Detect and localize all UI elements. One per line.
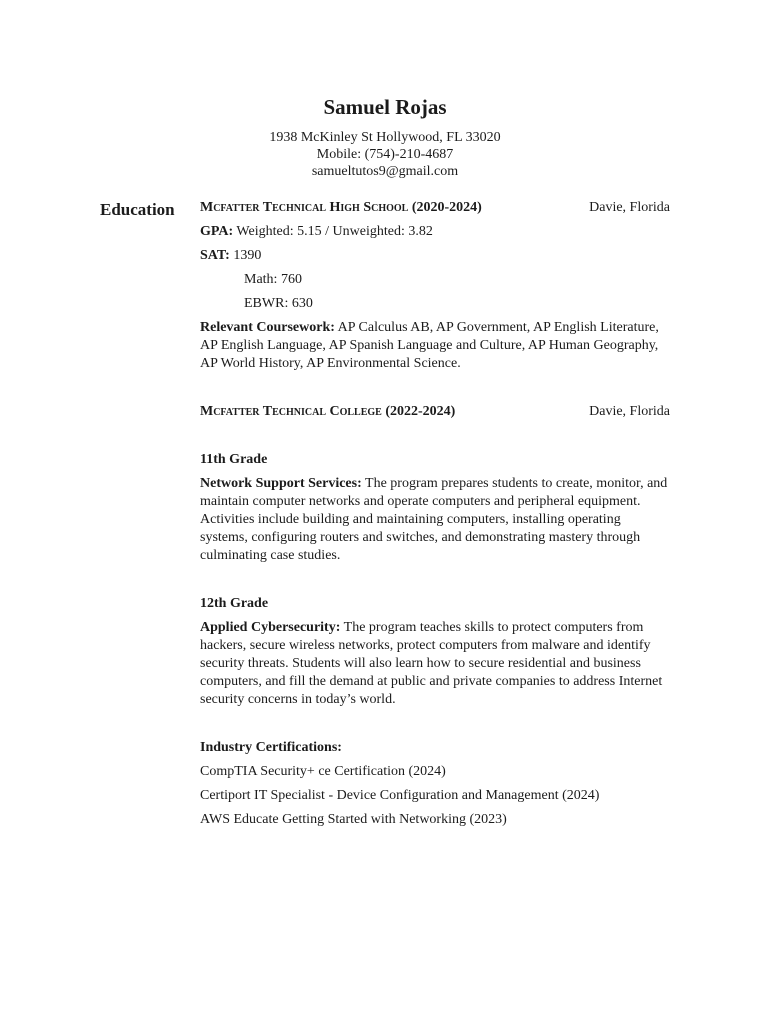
sat-line xyxy=(200,247,670,265)
high-school-row xyxy=(200,199,670,217)
grade11-program xyxy=(200,475,670,565)
college-name: Mcfatter Technical College (2022-2024) xyxy=(200,404,456,419)
coursework-value: AP Calculus AB, AP Government, AP English Literature, AP English Language, AP Spanish Language and Culture, AP Human Geography, AP World History, AP Environmental Science. xyxy=(200,320,659,371)
high-school-location: Davie, Florida xyxy=(589,200,670,215)
education-section-title: Education xyxy=(100,200,175,219)
grade11-title: 11th Grade xyxy=(200,452,268,467)
gpa-label: GPA: xyxy=(200,224,234,239)
grade12-program-text: The program teaches skills to protect computers from hackers, secure wireless networks, protect computers from malware and identify security threats. Students will also learn how to secure residential and business computers, and fill the demand at public and private companies to address Internet security concerns in today’s world. xyxy=(200,620,663,707)
certifications-title: Industry Certifications: xyxy=(200,740,342,755)
mobile-line: Mobile: (754)-210-4687 xyxy=(316,147,454,162)
grade12-program xyxy=(200,619,670,709)
email-line: samueltutos9@gmail.com xyxy=(311,164,459,179)
high-school-name: Mcfatter Technical High School (2020-2024) xyxy=(200,200,482,215)
address-line: 1938 McKinley St Hollywood, FL 33020 xyxy=(269,130,501,145)
certification-item: Certiport IT Specialist - Device Configuration and Management (2024) xyxy=(200,788,600,803)
grade11-program-text: The program prepares students to create, monitor, and maintain computer networks and operate computers and peripheral equipment. Activities include building and maintaining computers, installing operating systems, configuring routers and switches, and demonstrating mastery through culminating case studies. xyxy=(200,476,668,563)
applicant-name: Samuel Rojas xyxy=(323,95,447,119)
resume-header xyxy=(0,94,768,180)
gpa-value: Weighted: 5.15 / Unweighted: 3.82 xyxy=(233,224,433,239)
college-location: Davie, Florida xyxy=(589,404,670,419)
college-row xyxy=(200,403,670,421)
certification-item: CompTIA Security+ ce Certification (2024) xyxy=(200,764,446,779)
grade12-program-label: Applied Cybersecurity: xyxy=(200,620,341,635)
sat-ebwr-score: EBWR: 630 xyxy=(244,296,313,311)
certification-item: AWS Educate Getting Started with Networking (2023) xyxy=(200,812,507,827)
grade11-program-label: Network Support Services: xyxy=(200,476,362,491)
coursework-paragraph xyxy=(200,319,670,373)
sat-value: 1390 xyxy=(229,248,262,263)
grade12-title: 12th Grade xyxy=(200,596,269,611)
coursework-label: Relevant Coursework: xyxy=(200,320,335,335)
gpa-line xyxy=(200,223,670,241)
education-content xyxy=(200,199,670,829)
sat-math-score: Math: 760 xyxy=(244,272,302,287)
sat-label: SAT: xyxy=(200,248,230,263)
